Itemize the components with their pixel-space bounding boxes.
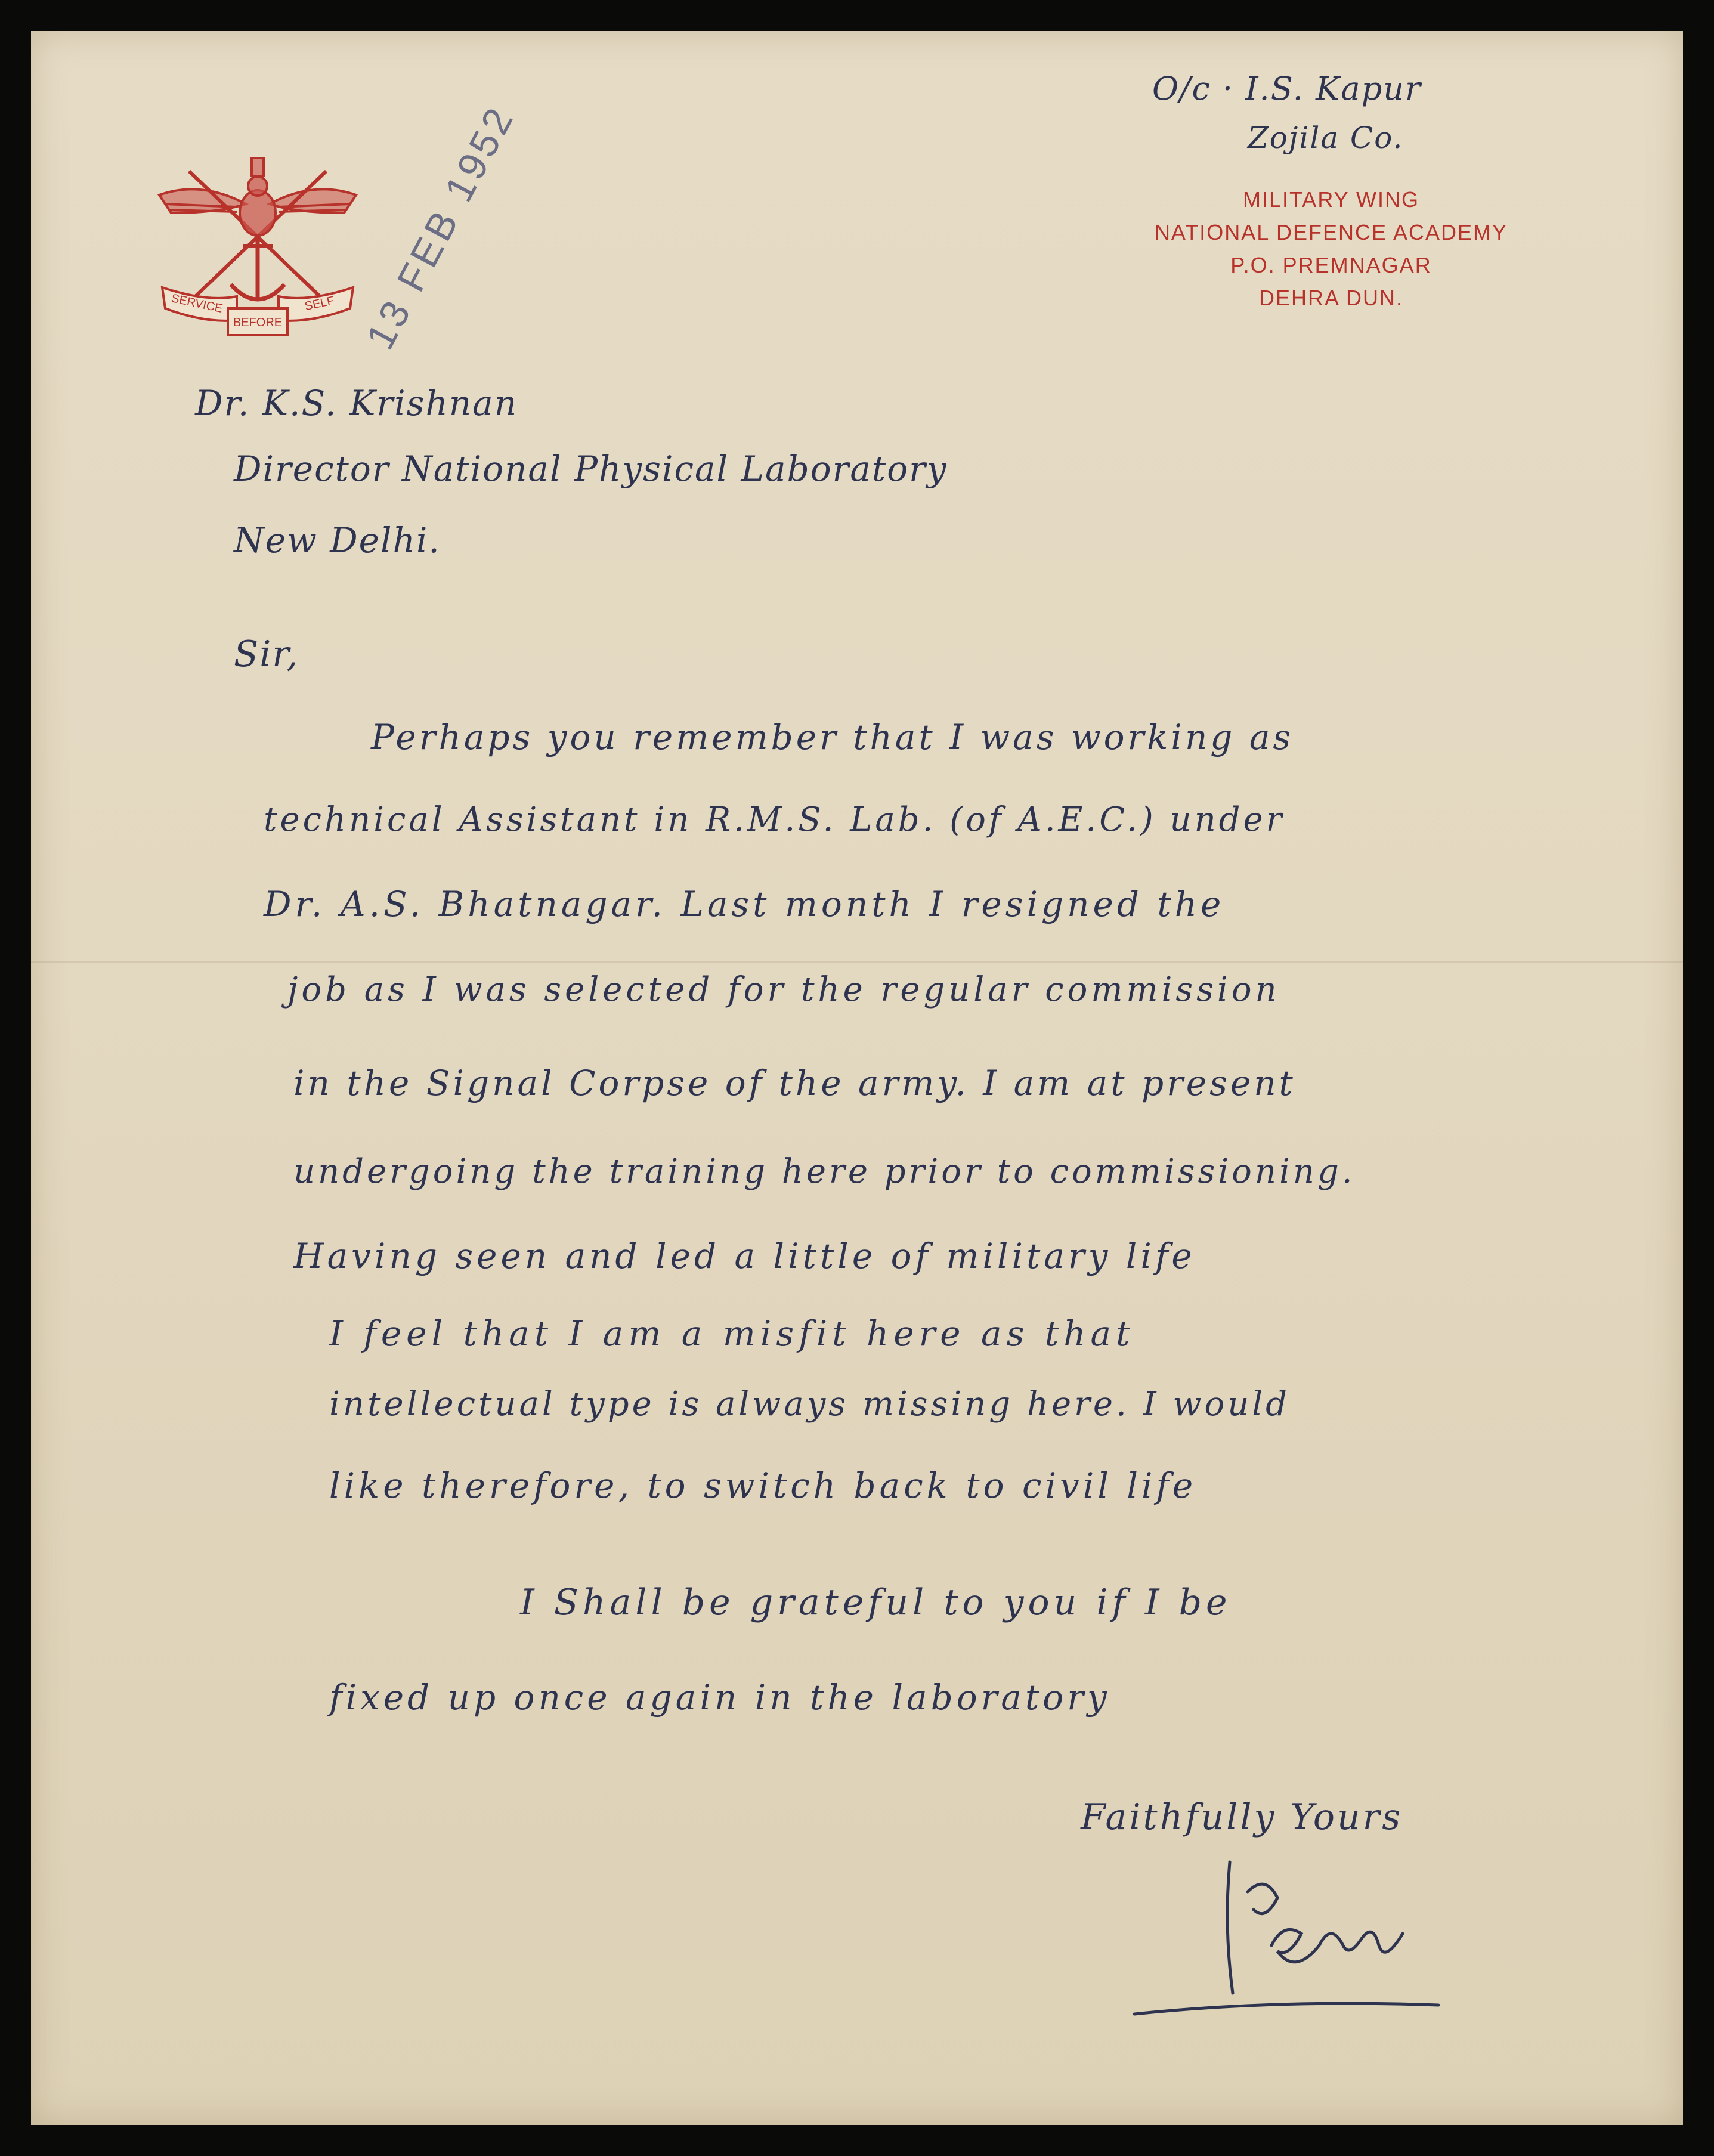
body-line: undergoing the training here prior to commissioning.	[293, 1152, 1356, 1191]
recipient-city: New Delhi.	[234, 520, 441, 561]
letterhead-line: NATIONAL DEFENCE ACADEMY	[1154, 220, 1508, 245]
body-line: I feel that I am a misfit here as that	[329, 1313, 1135, 1354]
body-line: intellectual type is always missing here. I would	[329, 1385, 1291, 1424]
closing-line: fixed up once again in the laboratory	[329, 1677, 1110, 1718]
signoff: Faithfully Yours	[1081, 1796, 1403, 1838]
crest-motto-center: BEFORE	[233, 316, 283, 329]
closing-line: I Shall be grateful to you if I be	[520, 1582, 1232, 1623]
paper-fold	[31, 961, 1683, 963]
recipient-title: Director National Physical Laboratory	[234, 448, 948, 489]
date-stamp: 13 FEB 1952	[357, 98, 523, 357]
crest-motto-right: SELF	[303, 294, 336, 314]
crest-motto-left: SERVICE	[170, 292, 224, 315]
officer-annotation: O/c · I.S. Kapur	[1152, 70, 1422, 107]
letterhead	[1122, 183, 1540, 314]
military-crest-icon	[147, 147, 368, 344]
body-line: in the Signal Corpse of the army. I am at present	[293, 1063, 1296, 1103]
body-line: Having seen and led a little of military life	[293, 1236, 1196, 1276]
signature	[1128, 1856, 1462, 2035]
letterhead-line: DEHRA DUN.	[1258, 286, 1404, 310]
body-line: technical Assistant in R.M.S. Lab. (of A.E.C.) under	[264, 800, 1285, 839]
recipient-name: Dr. K.S. Krishnan	[195, 383, 518, 423]
body-line: Perhaps you remember that I was working as	[371, 717, 1294, 757]
letter-page	[31, 31, 1683, 2125]
body-line: Dr. A.S. Bhatnagar. Last month I resigned the	[264, 884, 1225, 924]
body-line: like therefore, to switch back to civil life	[329, 1465, 1197, 1506]
body-line: job as I was selected for the regular commission	[287, 970, 1280, 1009]
salutation: Sir,	[234, 633, 299, 675]
letterhead-line: MILITARY WING	[1242, 187, 1420, 212]
letterhead-line: P.O. PREMNAGAR	[1230, 253, 1432, 277]
company-annotation: Zojila Co.	[1248, 120, 1404, 155]
